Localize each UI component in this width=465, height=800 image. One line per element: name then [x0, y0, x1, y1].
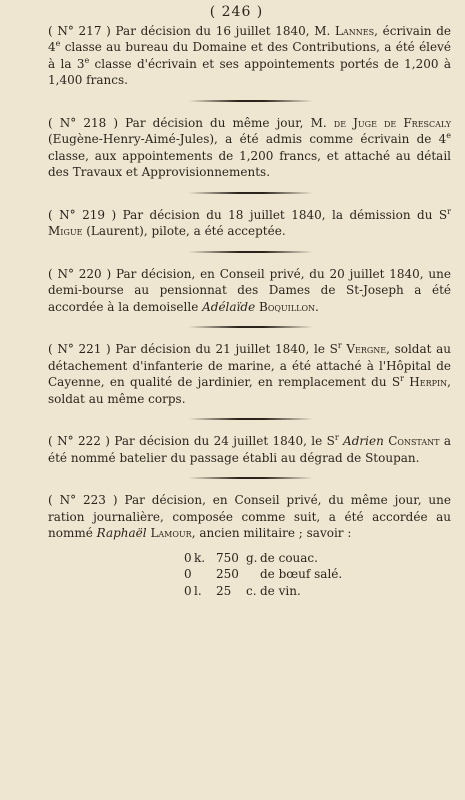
person-first-name: Raphaël: [96, 526, 147, 540]
person-name: Lannes: [335, 23, 375, 38]
entry-219: ( N° 219 ) Par décision du 18 juillet 1840, la démission du $S^r$ Migue (Laurent), pilote, a été acceptée.: [48, 206, 451, 238]
entry-217: ( N° 217 ) Par décision du 16 juillet 1840, M. Lannes, écrivain de 4e classe au bureau du Domaine et des Contributions, a été élevé à la 3e classe d'écrivain et ses appointements portés de 1,200 à 1,400 francs.: [48, 23, 451, 87]
page-number: ( 246 ): [209, 4, 264, 20]
entry-number: ( N° 218 ): [48, 115, 119, 130]
entry-220: ( N° 220 ) Par décision, en Conseil privé, du 20 juillet 1840, une demi-bourse au pensionnat des Dames de St-Joseph a été accordée à la demoiselle Adélaïde Boquillon.: [48, 266, 451, 314]
person-name: Vergne: [346, 342, 387, 356]
entry-218: ( N° 218 ) Par décision du même jour, M. de Juge de Frescaly (Eugène-Henry-Aimé-Jules), a été admis comme écrivain de 4e classe, aux appointements de 1,200 francs, et attaché au détail des Travaux et Approvisionnements.: [48, 115, 451, 179]
section-divider: [188, 418, 313, 420]
entry-number: ( N° 217 ): [48, 23, 111, 38]
ration-item: 0 k. 750 g. de couac.: [184, 550, 318, 565]
ration-item: 0 l. 25 c. de vin.: [184, 583, 301, 598]
ration-list: [184, 550, 451, 600]
person-name: Boquillon: [259, 299, 316, 314]
section-divider: [188, 251, 313, 253]
entry-number: ( N° 219 ): [48, 207, 117, 222]
entry-222: ( N° 222 ) Par décision du 24 juillet 1840, le $S^r$ Adrien Constant a été nommé batelier du passage établi au dégrad de Stoupan.: [48, 433, 451, 465]
section-divider: [188, 477, 313, 479]
section-divider: [188, 326, 313, 328]
person-name: Herpin: [409, 375, 448, 389]
entry-223: ( N° 223 ) Par décision, en Conseil privé, du même jour, une ration journalière, composée comme suit, a été accordée au nommé Raphaël Lamour, ancien militaire ; savoir :: [48, 493, 451, 540]
entry-number: ( N° 220 ): [48, 266, 112, 281]
person-first-name: Adélaïde: [202, 299, 256, 314]
ration-item: 0 250 de bœuf salé.: [184, 567, 343, 581]
entry-number: ( N° 223 ): [48, 493, 118, 507]
person-first-name: Adrien: [343, 434, 384, 448]
person-name: Constant: [388, 434, 440, 448]
person-name: Migue: [48, 224, 83, 238]
entry-number: ( N° 221 ): [48, 342, 111, 356]
person-name: de Juge de Frescaly: [333, 115, 451, 130]
person-name: Lamour: [150, 526, 192, 540]
entry-221: ( N° 221 ) Par décision du 21 juillet 1840, le $S^r$ Vergne, soldat au détachement d'infanterie de marine, a été attaché à l'Hôpital de Cayenne, en qualité de jardinier, en remplacement du $S^r$ Herpin, soldat au même corps.: [48, 341, 451, 406]
section-divider: [188, 192, 313, 194]
entry-number: ( N° 222 ): [48, 434, 110, 448]
section-divider: [188, 100, 313, 102]
